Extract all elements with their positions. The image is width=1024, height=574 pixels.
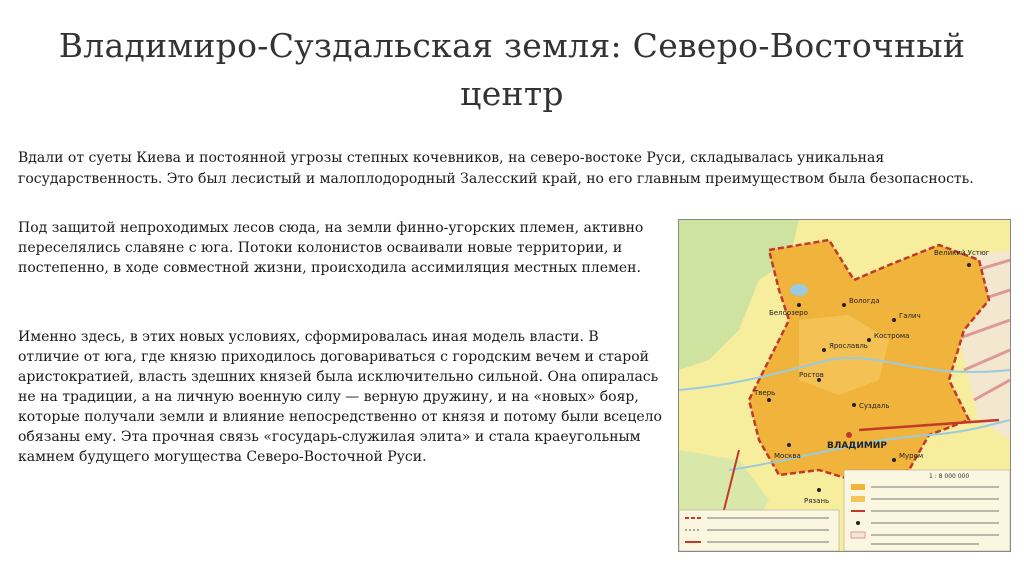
city-moscow: Москва (774, 452, 801, 460)
city-ryazan: Рязань (804, 497, 830, 505)
map-scale: 1 : 8 000 000 (929, 473, 970, 480)
city-vologda: Вологда (849, 297, 880, 305)
city-vladimir: ВЛАДИМИР (827, 441, 887, 451)
city-ustyug: Великий Устюг (934, 249, 990, 257)
city-yaroslavl: Ярославль (829, 342, 868, 350)
lake-beloe (790, 284, 808, 296)
city-suzdal: Суздаль (859, 402, 890, 410)
city-murom: Муром (899, 452, 924, 460)
city-rostov: Ростов (799, 371, 824, 379)
paragraph-colonization: Под защитой непроходимых лесов сюда, на земли финно-угорских племен, активно переселялись славяне с юга. Потоки колонистов осваивали новые территории, и постепенно, в ходе совместной жизни, происходила ассимиляция местных племен. (18, 220, 644, 276)
paragraph-power-model: Именно здесь, в этих новых условиях, сформировалась иная модель власти. В отличие от юга, где князю приходилось договариваться с городским вечем и старой аристократией, власть здешних князей была исключительно сильной. Она опиралась не на традиции, а на личную военную силу — верную дружину, и на «новых» бояр, которые получали земли и влияние непосредственно от князя и потому были всецело обязаны ему. Эта прочная связь «государь-служилая элита» и стала краеугольным камнем будущего могущества Северо-Восточной Руси. (18, 329, 662, 465)
intro-paragraph: Вдали от суеты Киева и постоянной угрозы степных кочевников, на северо-востоке Руси, складывалась уникальная государственность. Это был лесистый и малоплодородный Залесский край, но его главным преимуществом была безопасность. (18, 150, 974, 187)
map-svg (679, 220, 1010, 551)
city-kostroma: Кострома (874, 332, 910, 340)
city-beloozero: Белоозеро (769, 309, 808, 317)
slide-title: Владимиро-Суздальская земля: Северо-Восточный центр (58, 26, 966, 113)
map-legend (844, 470, 1010, 551)
city-galich: Галич (899, 312, 921, 320)
city-tver: Тверь (754, 389, 776, 397)
historical-map (678, 219, 1011, 552)
map-legend-left (679, 510, 839, 551)
